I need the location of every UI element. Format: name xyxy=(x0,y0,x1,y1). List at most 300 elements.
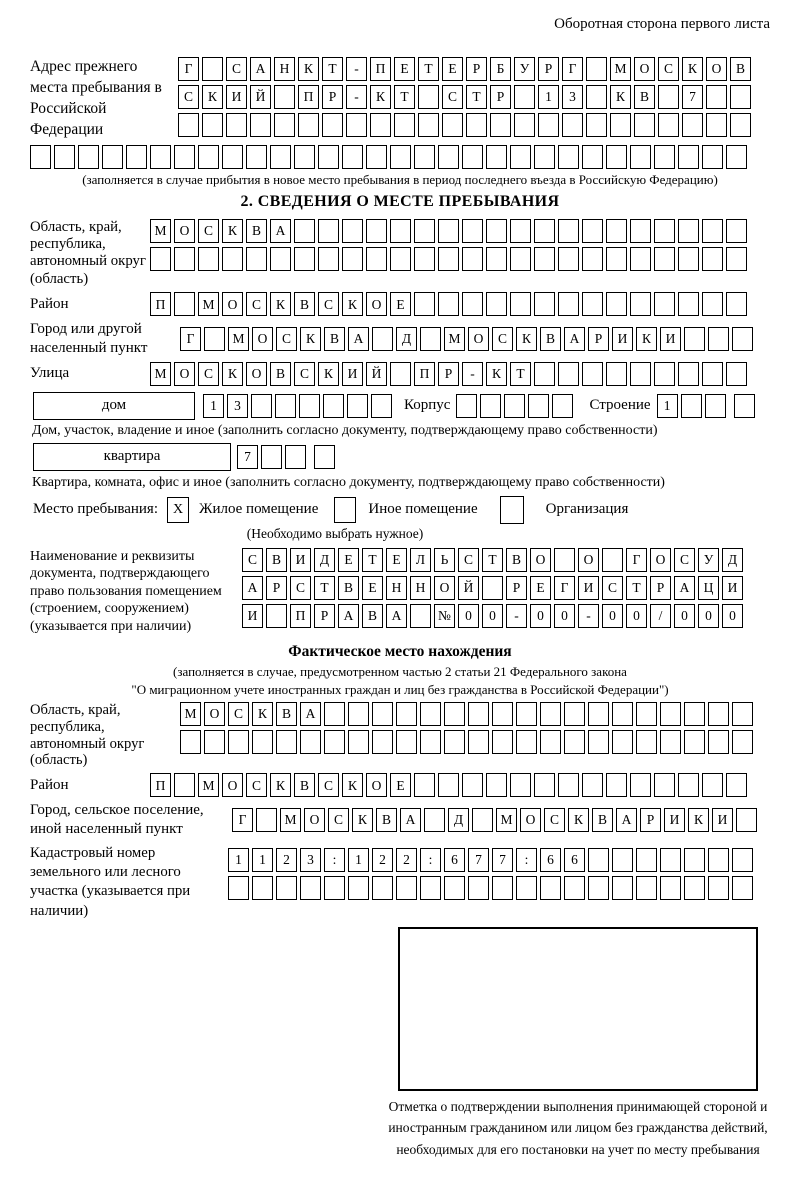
char-cell: А xyxy=(564,327,585,351)
char-cell xyxy=(706,113,727,137)
cadastre-block xyxy=(30,844,770,921)
char-cell xyxy=(708,327,729,351)
char-cell xyxy=(540,876,561,900)
char-cell: С xyxy=(658,57,679,81)
char-cell xyxy=(246,145,267,169)
document-row-3 xyxy=(242,604,743,628)
char-cell: Р xyxy=(438,362,459,386)
char-cell: С xyxy=(674,548,695,572)
char-cell xyxy=(630,219,651,243)
char-cell xyxy=(705,394,726,418)
cadastre-row-1 xyxy=(228,848,753,872)
char-cell xyxy=(612,730,633,754)
char-cell xyxy=(726,773,747,797)
char-cell: : xyxy=(420,848,441,872)
char-cell: - xyxy=(578,604,599,628)
char-cell: А xyxy=(348,327,369,351)
korpus-label: Корпус xyxy=(404,397,451,414)
stay-option-inoe: Иное помещение xyxy=(368,501,478,518)
char-cell: О xyxy=(468,327,489,351)
char-cell xyxy=(732,876,753,900)
char-cell: О xyxy=(530,548,551,572)
city3-cells xyxy=(232,808,757,832)
char-cell: О xyxy=(222,773,243,797)
char-cell xyxy=(510,247,531,271)
cadastre-label: Кадастровый номер земельного или лесного участка (указывается при наличии) xyxy=(30,844,191,919)
char-cell xyxy=(562,113,583,137)
street-label: Улица xyxy=(30,365,70,382)
char-cell xyxy=(198,247,219,271)
char-cell: А xyxy=(616,808,637,832)
char-cell: С xyxy=(318,773,339,797)
char-cell xyxy=(492,702,513,726)
apartment-note: Квартира, комната, офис и иное (заполнить согласно документу, подтверждающему право собственности) xyxy=(32,474,665,490)
region-block xyxy=(30,219,770,289)
char-cell: А xyxy=(300,702,321,726)
char-cell xyxy=(730,113,751,137)
char-cell xyxy=(588,876,609,900)
char-cell xyxy=(732,702,753,726)
char-cell xyxy=(606,773,627,797)
char-cell xyxy=(612,848,633,872)
korpus-cells xyxy=(456,394,573,418)
char-cell: У xyxy=(514,57,535,81)
prev-address-row-4 xyxy=(30,145,770,169)
char-cell: Т xyxy=(466,85,487,109)
char-cell xyxy=(275,394,296,418)
char-cell: И xyxy=(226,85,247,109)
char-cell: Е xyxy=(386,548,407,572)
char-cell xyxy=(732,730,753,754)
char-cell: - xyxy=(346,85,367,109)
char-cell xyxy=(348,876,369,900)
char-cell: : xyxy=(516,848,537,872)
char-cell: 3 xyxy=(300,848,321,872)
char-cell: Е xyxy=(390,292,411,316)
char-cell xyxy=(702,247,723,271)
prev-address-block xyxy=(30,57,770,141)
stay-checkbox-zhiloe: X xyxy=(167,497,189,523)
char-cell xyxy=(54,145,75,169)
char-cell xyxy=(636,876,657,900)
char-cell: В xyxy=(294,773,315,797)
char-cell: И xyxy=(578,576,599,600)
char-cell: К xyxy=(300,327,321,351)
char-cell xyxy=(726,292,747,316)
char-cell: И xyxy=(242,604,263,628)
char-cell: Е xyxy=(530,576,551,600)
char-cell xyxy=(346,113,367,137)
char-cell: 7 xyxy=(237,445,258,469)
char-cell: Е xyxy=(394,57,415,81)
char-cell xyxy=(726,362,747,386)
district-label: Район xyxy=(30,295,69,312)
char-cell: Р xyxy=(314,604,335,628)
char-cell xyxy=(602,548,623,572)
city-cells xyxy=(180,327,753,351)
char-cell xyxy=(322,113,343,137)
char-cell: С xyxy=(544,808,565,832)
house-number-cells xyxy=(203,394,392,418)
char-cell: В xyxy=(270,362,291,386)
char-cell xyxy=(708,702,729,726)
char-cell: Д xyxy=(396,327,417,351)
char-cell: Р xyxy=(538,57,559,81)
char-cell: Ь xyxy=(434,548,455,572)
stay-note: (Необходимо выбрать нужное) xyxy=(246,525,424,541)
char-cell xyxy=(228,730,249,754)
char-cell xyxy=(174,145,195,169)
char-cell xyxy=(270,247,291,271)
char-cell xyxy=(226,113,247,137)
char-cell xyxy=(606,145,627,169)
char-cell: 1 xyxy=(348,848,369,872)
char-cell xyxy=(314,445,335,469)
char-cell xyxy=(564,730,585,754)
char-cell xyxy=(538,113,559,137)
char-cell xyxy=(706,85,727,109)
char-cell xyxy=(586,57,607,81)
city3-row xyxy=(30,801,770,839)
char-cell: 7 xyxy=(492,848,513,872)
char-cell xyxy=(318,145,339,169)
char-cell xyxy=(606,219,627,243)
char-cell: 6 xyxy=(540,848,561,872)
char-cell: О xyxy=(634,57,655,81)
char-cell xyxy=(424,808,445,832)
char-cell xyxy=(654,145,675,169)
char-cell xyxy=(342,145,363,169)
char-cell xyxy=(486,145,507,169)
char-cell xyxy=(126,145,147,169)
char-cell xyxy=(708,848,729,872)
char-cell: 7 xyxy=(468,848,489,872)
char-cell xyxy=(251,394,272,418)
char-cell: О xyxy=(650,548,671,572)
char-cell: И xyxy=(612,327,633,351)
char-cell: К xyxy=(682,57,703,81)
cadastre-row-2 xyxy=(228,876,753,900)
char-cell xyxy=(420,702,441,726)
char-cell xyxy=(582,362,603,386)
char-cell xyxy=(554,548,575,572)
char-cell xyxy=(588,848,609,872)
char-cell xyxy=(372,702,393,726)
char-cell xyxy=(456,394,477,418)
char-cell: М xyxy=(280,808,301,832)
char-cell xyxy=(462,773,483,797)
char-cell: А xyxy=(386,604,407,628)
char-cell: 1 xyxy=(538,85,559,109)
char-cell: О xyxy=(222,292,243,316)
char-cell: Р xyxy=(640,808,661,832)
district3-cells xyxy=(150,773,747,797)
char-cell xyxy=(396,876,417,900)
char-cell xyxy=(347,394,368,418)
char-cell xyxy=(372,730,393,754)
char-cell: А xyxy=(242,576,263,600)
char-cell xyxy=(444,876,465,900)
char-cell: П xyxy=(290,604,311,628)
char-cell xyxy=(366,247,387,271)
char-cell xyxy=(582,219,603,243)
char-cell: Р xyxy=(506,576,527,600)
char-cell xyxy=(606,247,627,271)
char-cell: 3 xyxy=(562,85,583,109)
char-cell: М xyxy=(198,773,219,797)
city-label: Город или другой населенный пункт xyxy=(30,321,148,357)
char-cell: А xyxy=(338,604,359,628)
char-cell: Й xyxy=(366,362,387,386)
char-cell: С xyxy=(242,548,263,572)
char-cell xyxy=(323,394,344,418)
char-cell: Т xyxy=(418,57,439,81)
char-cell: П xyxy=(414,362,435,386)
char-cell xyxy=(222,145,243,169)
section3-note-2: "О миграционном учете иностранных граждан и лиц без гражданства в Российской Федерации") xyxy=(131,681,669,697)
char-cell xyxy=(726,247,747,271)
char-cell: Д xyxy=(722,548,743,572)
char-cell xyxy=(540,702,561,726)
char-cell xyxy=(490,113,511,137)
char-cell xyxy=(516,702,537,726)
char-cell xyxy=(318,219,339,243)
char-cell xyxy=(444,702,465,726)
char-cell: О xyxy=(434,576,455,600)
apartment-tail-cell xyxy=(314,445,335,469)
char-cell xyxy=(298,113,319,137)
document-rows xyxy=(242,548,743,628)
char-cell: С xyxy=(198,362,219,386)
house-box: дом xyxy=(33,392,195,420)
char-cell: Т xyxy=(482,548,503,572)
char-cell: 0 xyxy=(458,604,479,628)
char-cell xyxy=(636,702,657,726)
district3-label: Район xyxy=(30,776,69,793)
char-cell: Т xyxy=(394,85,415,109)
char-cell: М xyxy=(496,808,517,832)
char-cell xyxy=(582,145,603,169)
char-cell xyxy=(558,773,579,797)
char-cell xyxy=(516,730,537,754)
char-cell xyxy=(174,247,195,271)
char-cell xyxy=(390,219,411,243)
char-cell: П xyxy=(150,773,171,797)
char-cell: Е xyxy=(390,773,411,797)
char-cell: 2 xyxy=(396,848,417,872)
char-cell xyxy=(466,113,487,137)
char-cell xyxy=(444,730,465,754)
char-cell: Т xyxy=(626,576,647,600)
char-cell xyxy=(684,702,705,726)
char-cell xyxy=(276,730,297,754)
char-cell xyxy=(486,247,507,271)
char-cell: М xyxy=(150,219,171,243)
char-cell xyxy=(564,876,585,900)
char-cell xyxy=(730,85,751,109)
char-cell: С xyxy=(318,292,339,316)
char-cell: Б xyxy=(490,57,511,81)
district-row xyxy=(30,292,770,316)
char-cell xyxy=(442,113,463,137)
char-cell xyxy=(348,702,369,726)
char-cell: К xyxy=(222,362,243,386)
stay-checkbox-org xyxy=(500,496,524,524)
char-cell xyxy=(588,702,609,726)
char-cell: И xyxy=(664,808,685,832)
char-cell: 6 xyxy=(564,848,585,872)
document-row-2 xyxy=(242,576,743,600)
cadastre-rows xyxy=(228,848,753,900)
char-cell: У xyxy=(698,548,719,572)
char-cell xyxy=(630,362,651,386)
char-cell xyxy=(558,247,579,271)
char-cell: 6 xyxy=(444,848,465,872)
char-cell xyxy=(486,219,507,243)
char-cell xyxy=(394,113,415,137)
char-cell: - xyxy=(346,57,367,81)
char-cell xyxy=(702,219,723,243)
document-block xyxy=(30,548,770,636)
char-cell xyxy=(684,848,705,872)
char-cell xyxy=(102,145,123,169)
region3-label: Область, край, республика, автономный округ (область) xyxy=(30,701,145,769)
char-cell xyxy=(636,730,657,754)
stay-type-row xyxy=(33,496,770,524)
char-cell xyxy=(324,702,345,726)
char-cell: О xyxy=(578,548,599,572)
char-cell: С xyxy=(228,702,249,726)
char-cell xyxy=(678,145,699,169)
prev-address-rows xyxy=(178,57,751,137)
apartment-number-cells xyxy=(237,445,306,469)
char-cell: О xyxy=(252,327,273,351)
char-cell xyxy=(582,773,603,797)
char-cell xyxy=(708,876,729,900)
char-cell xyxy=(30,145,51,169)
char-cell: 0 xyxy=(482,604,503,628)
char-cell xyxy=(204,327,225,351)
char-cell xyxy=(342,219,363,243)
char-cell xyxy=(702,292,723,316)
char-cell xyxy=(390,145,411,169)
char-cell: М xyxy=(610,57,631,81)
char-cell: С xyxy=(276,327,297,351)
char-cell xyxy=(558,145,579,169)
char-cell: Р xyxy=(266,576,287,600)
char-cell: В xyxy=(592,808,613,832)
char-cell: С xyxy=(290,576,311,600)
char-cell: 1 xyxy=(228,848,249,872)
char-cell: С xyxy=(178,85,199,109)
char-cell: К xyxy=(688,808,709,832)
char-cell: О xyxy=(174,362,195,386)
region-row-1 xyxy=(150,219,747,243)
stamp-box xyxy=(398,927,758,1091)
char-cell xyxy=(174,292,195,316)
char-cell: О xyxy=(706,57,727,81)
char-cell xyxy=(492,876,513,900)
char-cell xyxy=(660,702,681,726)
char-cell xyxy=(252,730,273,754)
char-cell: Е xyxy=(338,548,359,572)
house-row xyxy=(33,392,770,420)
char-cell xyxy=(482,576,503,600)
region3-row-2 xyxy=(180,730,753,754)
char-cell: С xyxy=(246,773,267,797)
char-cell: К xyxy=(318,362,339,386)
char-cell xyxy=(324,876,345,900)
char-cell: В xyxy=(246,219,267,243)
char-cell xyxy=(300,876,321,900)
char-cell xyxy=(534,219,555,243)
char-cell: Й xyxy=(250,85,271,109)
char-cell xyxy=(420,876,441,900)
char-cell: К xyxy=(636,327,657,351)
char-cell: М xyxy=(150,362,171,386)
char-cell xyxy=(396,730,417,754)
char-cell: М xyxy=(180,702,201,726)
char-cell xyxy=(438,145,459,169)
char-cell: П xyxy=(298,85,319,109)
char-cell xyxy=(486,292,507,316)
char-cell xyxy=(204,730,225,754)
char-cell xyxy=(462,247,483,271)
char-cell xyxy=(516,876,537,900)
char-cell: 1 xyxy=(657,394,678,418)
char-cell: И xyxy=(712,808,733,832)
char-cell xyxy=(660,730,681,754)
char-cell: Т xyxy=(510,362,531,386)
char-cell: Д xyxy=(448,808,469,832)
char-cell xyxy=(658,113,679,137)
char-cell: О xyxy=(174,219,195,243)
char-cell: О xyxy=(246,362,267,386)
char-cell: В xyxy=(338,576,359,600)
section3-title: Фактическое место нахождения xyxy=(288,643,512,661)
char-cell: 7 xyxy=(682,85,703,109)
stay-label: Место пребывания: xyxy=(33,501,158,518)
char-cell: Р xyxy=(490,85,511,109)
char-cell: С xyxy=(198,219,219,243)
char-cell xyxy=(582,292,603,316)
apartment-row xyxy=(33,443,770,471)
char-cell xyxy=(276,876,297,900)
house-note: Дом, участок, владение и иное (заполнить согласно документу, подтверждающему право собственности) xyxy=(32,422,658,438)
prev-address-note: (заполняется в случае прибытия в новое место пребывания в период последнего въезда в Российскую Федерацию) xyxy=(82,171,718,187)
char-cell xyxy=(414,247,435,271)
char-cell: К xyxy=(370,85,391,109)
region3-row-1 xyxy=(180,702,753,726)
char-cell xyxy=(462,292,483,316)
char-cell: В xyxy=(730,57,751,81)
char-cell: Е xyxy=(442,57,463,81)
char-cell xyxy=(438,219,459,243)
char-cell: - xyxy=(506,604,527,628)
char-cell xyxy=(246,247,267,271)
char-cell xyxy=(462,145,483,169)
document-label: Наименование и реквизиты документа, подтверждающего право пользования помещением (строением, сооружением) (указывается при наличии) xyxy=(30,548,222,634)
char-cell xyxy=(418,113,439,137)
char-cell xyxy=(462,219,483,243)
char-cell xyxy=(372,876,393,900)
char-cell: О xyxy=(304,808,325,832)
char-cell: 0 xyxy=(722,604,743,628)
char-cell xyxy=(734,394,755,418)
char-cell: П xyxy=(370,57,391,81)
char-cell: В xyxy=(324,327,345,351)
char-cell xyxy=(630,292,651,316)
